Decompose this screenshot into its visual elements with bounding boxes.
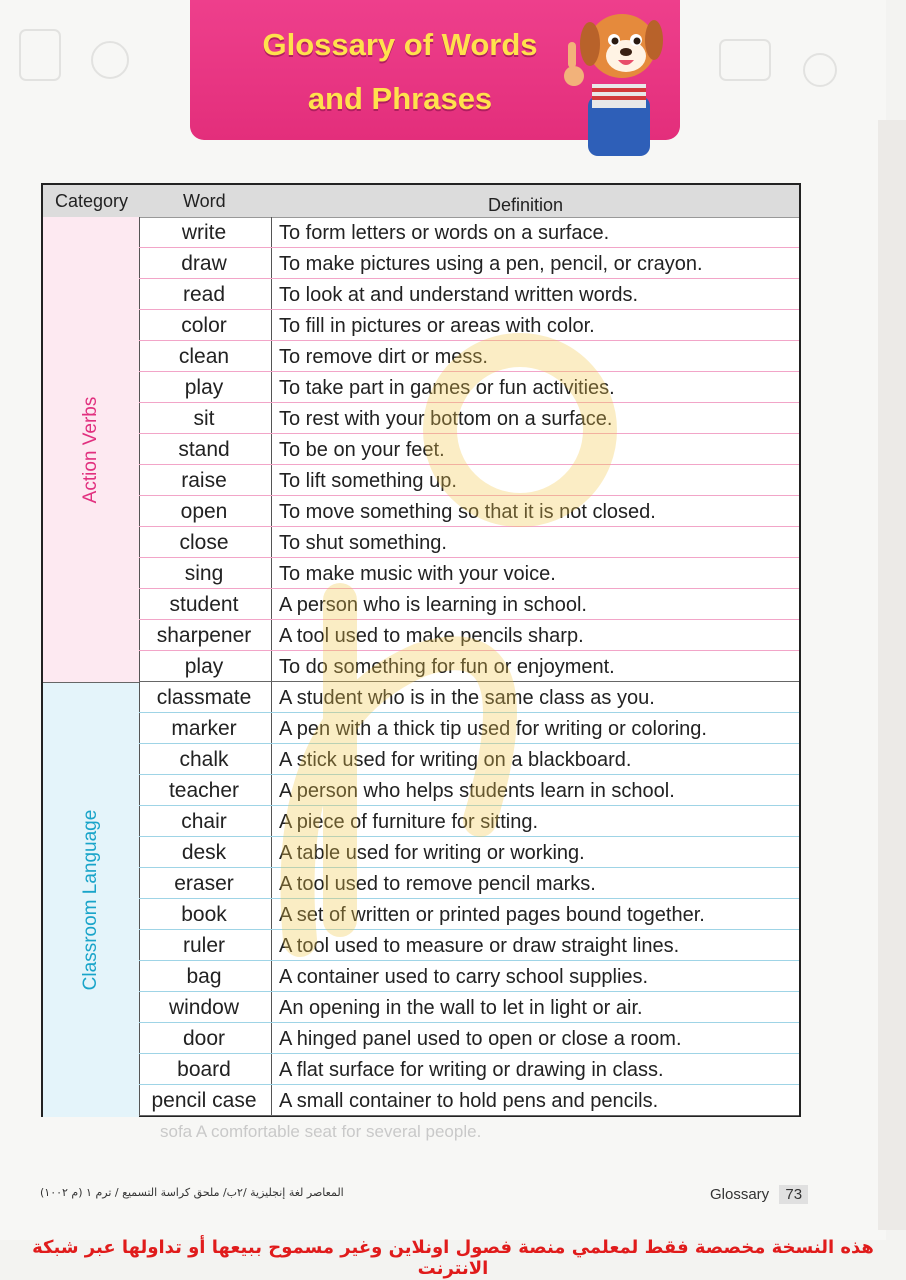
- definition-cell: A stick used for writing on a blackboard.: [279, 749, 632, 771]
- table-row: [139, 589, 799, 620]
- word-cell: window: [168, 996, 240, 1019]
- distribution-notice: هذه النسخة مخصصة فقط لمعلمي منصة فصول اونلاين وغير مسموح ببيعها أو تداولها عبر شبكة الانترنت: [32, 1237, 874, 1279]
- table-row: [139, 558, 799, 589]
- word-cell: open: [180, 500, 228, 523]
- page-title: [215, 18, 585, 126]
- table-row: [139, 620, 799, 651]
- word-cell: chair: [181, 810, 227, 833]
- word-cell: write: [181, 221, 227, 244]
- word-cell: student: [169, 593, 239, 616]
- table-row: [139, 899, 799, 930]
- word-cell: eraser: [174, 872, 234, 895]
- definition-cell: A person who is learning in school.: [279, 594, 587, 616]
- word-cell: chalk: [179, 748, 229, 771]
- table-row: [139, 372, 799, 403]
- definition-cell: To make pictures using a pen, pencil, or crayon.: [279, 253, 703, 275]
- word-cell: bag: [186, 965, 222, 988]
- definition-cell: A container used to carry school supplies.: [279, 966, 649, 988]
- word-cell: sharpener: [156, 624, 252, 647]
- definition-cell: To shut something.: [279, 532, 447, 554]
- table-row: [139, 1023, 799, 1054]
- table-row: [139, 403, 799, 434]
- word-cell: board: [177, 1058, 231, 1081]
- category-label: Classroom Language: [80, 809, 101, 991]
- category-label: Action Verbs: [80, 396, 101, 503]
- table-row: [139, 837, 799, 868]
- definition-cell: To make music with your voice.: [279, 563, 556, 585]
- word-cell: color: [181, 314, 227, 337]
- definition-cell: A pen with a thick tip used for writing or coloring.: [279, 718, 707, 740]
- word-cell: ruler: [182, 934, 225, 957]
- word-cell: sit: [193, 407, 215, 430]
- definition-cell: To move something so that it is not closed.: [279, 501, 656, 523]
- definition-cell: A tool used to remove pencil marks.: [279, 873, 596, 895]
- definition-cell: A piece of furniture for sitting.: [279, 811, 539, 833]
- word-cell: book: [181, 903, 227, 926]
- definition-cell: To be on your feet.: [279, 439, 445, 461]
- word-cell: clean: [178, 345, 230, 368]
- table-row: [139, 806, 799, 837]
- definition-cell: To form letters or words on a surface.: [279, 222, 610, 244]
- word-cell: door: [182, 1027, 226, 1050]
- table-row: [139, 341, 799, 372]
- table-row: [139, 682, 799, 713]
- table-row: [139, 527, 799, 558]
- table-row: [139, 992, 799, 1023]
- header-category: Category: [55, 191, 129, 211]
- category-cell: [43, 217, 139, 682]
- table-row: [139, 930, 799, 961]
- table-row: [139, 434, 799, 465]
- header-definition: Definition: [488, 195, 564, 215]
- title-line-2: and Phrases: [307, 81, 493, 116]
- word-cell: stand: [178, 438, 230, 461]
- word-cell: draw: [181, 252, 227, 275]
- definition-cell: A set of written or printed pages bound together.: [279, 904, 705, 926]
- definition-cell: A small container to hold pens and pencils.: [279, 1090, 659, 1112]
- table-row: [139, 775, 799, 806]
- definition-cell: To rest with your bottom on a surface.: [279, 408, 613, 430]
- table-row: [139, 961, 799, 992]
- table-row: [139, 496, 799, 527]
- page-edge: [878, 120, 906, 1230]
- glossary-table: [41, 183, 801, 1117]
- table-row: [139, 868, 799, 899]
- table-row: [139, 1054, 799, 1085]
- page-number: 73: [779, 1185, 808, 1204]
- table-row: [139, 713, 799, 744]
- definition-cell: To lift something up.: [279, 470, 457, 492]
- title-line-1: Glossary of Words: [262, 27, 538, 62]
- puppy-mascot-icon: [560, 0, 680, 156]
- word-cell: raise: [181, 469, 227, 492]
- footer-page-label: [710, 1185, 808, 1204]
- definition-cell: A tool used to measure or draw straight lines.: [279, 935, 680, 957]
- definition-cell: To fill in pictures or areas with color.: [279, 315, 595, 337]
- definition-cell: A table used for writing or working.: [279, 842, 585, 864]
- definition-cell: A student who is in the same class as you.: [279, 687, 655, 709]
- word-cell: play: [184, 376, 224, 399]
- word-cell: classmate: [156, 686, 252, 709]
- table-row: [139, 651, 799, 682]
- definition-cell: To do something for fun or enjoyment.: [279, 656, 615, 678]
- definition-cell: To remove dirt or mess.: [279, 346, 488, 368]
- definition-cell: To look at and understand written words.: [279, 284, 639, 306]
- table-row: [139, 248, 799, 279]
- word-cell: desk: [181, 841, 227, 864]
- definition-cell: An opening in the wall to let in light or air.: [279, 997, 643, 1019]
- word-cell: read: [182, 283, 226, 306]
- footer-publisher: المعاصر لغة إنجليزية /٢ب/ ملحق كراسة التسميع / ترم ١ (م ١٠٠٢): [40, 1186, 344, 1199]
- table-row: [139, 744, 799, 775]
- definition-cell: A hinged panel used to open or close a room.: [279, 1028, 682, 1050]
- word-cell: close: [179, 531, 229, 554]
- word-cell: teacher: [168, 779, 240, 802]
- category-cell: [43, 682, 139, 1117]
- word-cell: play: [184, 655, 224, 678]
- definition-cell: A flat surface for writing or drawing in class.: [279, 1059, 664, 1081]
- definition-cell: A person who helps students learn in school.: [279, 780, 675, 802]
- word-cell: marker: [171, 717, 237, 740]
- table-row: [139, 465, 799, 496]
- footer-section: Glossary: [710, 1186, 770, 1203]
- definition-cell: A tool used to make pencils sharp.: [279, 625, 584, 647]
- row-rule: [139, 1115, 799, 1116]
- definition-cell: To take part in games or fun activities.: [279, 377, 615, 399]
- header-word: Word: [183, 191, 226, 211]
- table-row: [139, 310, 799, 341]
- word-cell: sing: [184, 562, 224, 585]
- table-row: [139, 1085, 799, 1116]
- word-cell: pencil case: [151, 1089, 257, 1112]
- table-row: [139, 279, 799, 310]
- bleed-through-text: sofa A comfortable seat for several people.: [160, 1122, 482, 1141]
- table-row: [139, 217, 799, 248]
- table-header: [43, 185, 799, 218]
